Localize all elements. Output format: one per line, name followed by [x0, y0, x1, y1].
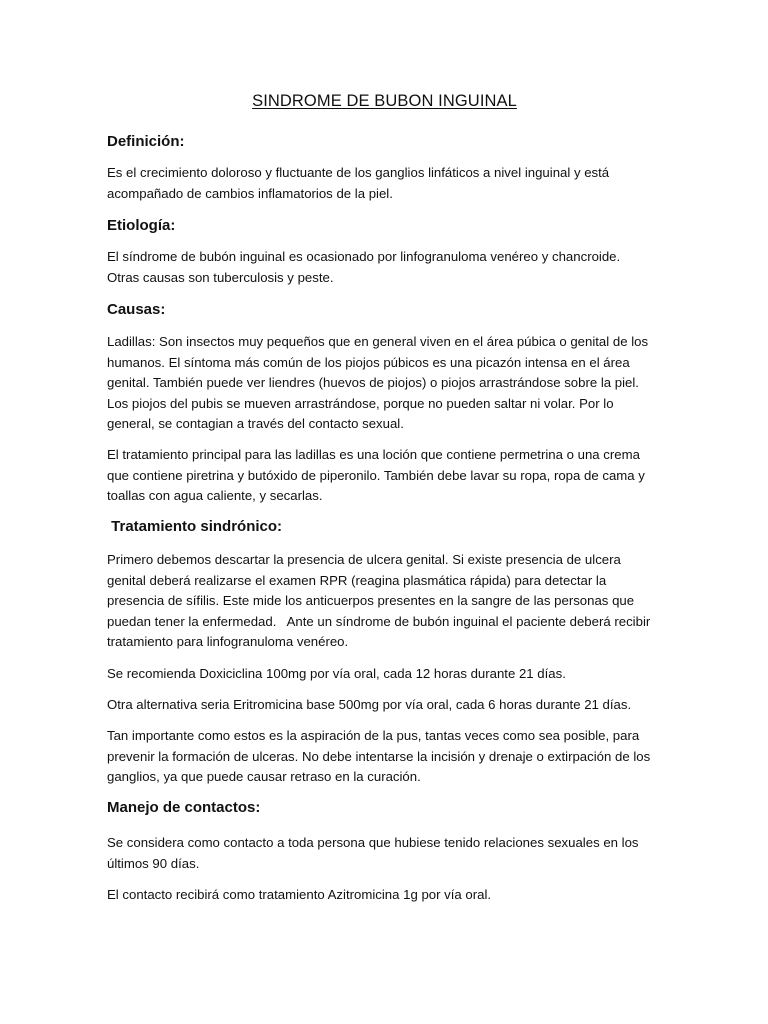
paragraph-tratamiento-doxiciclina: Se recomienda Doxiciclina 100mg por vía oral, cada 12 horas durante 21 días. [107, 666, 566, 681]
paragraph-contactos-tratamiento: El contacto recibirá como tratamiento Azitromicina 1g por vía oral. [107, 887, 492, 902]
section-heading-etiologia: Etiología: [107, 217, 176, 234]
paragraph-causas-tratamiento: El tratamiento principal para las ladillas es una loción que contiene permetrina o una crema que contiene piretrina y butóxido de piperonilo. También debe lavar su ropa, ropa de cama y toallas con agua caliente, y secarlas. [107, 447, 645, 503]
paragraph-tratamiento-eritromicina: Otra alternativa seria Eritromicina base 500mg por vía oral, cada 6 horas durante 21 días. [107, 697, 632, 712]
section-heading-definicion: Definición: [107, 133, 185, 150]
section-heading-manejo-contactos: Manejo de contactos: [107, 799, 261, 816]
paragraph-contactos-definicion: Se considera como contacto a toda persona que hubiese tenido relaciones sexuales en los últimos 90 días. [107, 835, 639, 871]
document-title: SINDROME DE BUBON INGUINAL [252, 92, 517, 110]
paragraph-etiologia: El síndrome de bubón inguinal es ocasionado por linfogranuloma venéreo y chancroide. Otras causas son tuberculosis y peste. [107, 249, 621, 285]
paragraph-tratamiento-aspiracion: Tan importante como estos es la aspiración de la pus, tantas veces como sea posible, para prevenir la formación de ulceras. No debe intentarse la incisión y drenaje o extirpación de los ganglios, ya que puede causar retraso en la curación. [107, 728, 651, 784]
section-heading-causas: Causas: [107, 301, 166, 318]
paragraph-tratamiento-ulcera: Primero debemos descartar la presencia de ulcera genital. Si existe presencia de ulcera genital deberá realizarse el examen RPR (reagina plasmática rápida) para detectar la presencia de sífilis. Este mide los anticuerpos presentes en la sangre de las personas que puedan tener la enfermedad. Ante un síndrome de bubón inguinal el paciente deberá recibir tratamiento para linfogranuloma venéreo. [107, 552, 654, 649]
section-heading-tratamiento-sindronico: Tratamiento sindrónico: [107, 518, 283, 535]
paragraph-causas-ladillas: Ladillas: Son insectos muy pequeños que en general viven en el área púbica o genital de los humanos. El síntoma más común de los piojos púbicos es una picazón intensa en el área genital. También puede ver liendres (huevos de piojos) o piojos arrastrándose sobre la piel. Los piojos del pubis se mueven arrastrándose, porque no pueden saltar ni volar. Por lo general, se contagian a través del contacto sexual. [107, 334, 649, 431]
paragraph-definicion: Es el crecimiento doloroso y fluctuante de los ganglios linfáticos a nivel inguinal y está acompañado de cambios inflamatorios de la piel. [107, 165, 610, 201]
